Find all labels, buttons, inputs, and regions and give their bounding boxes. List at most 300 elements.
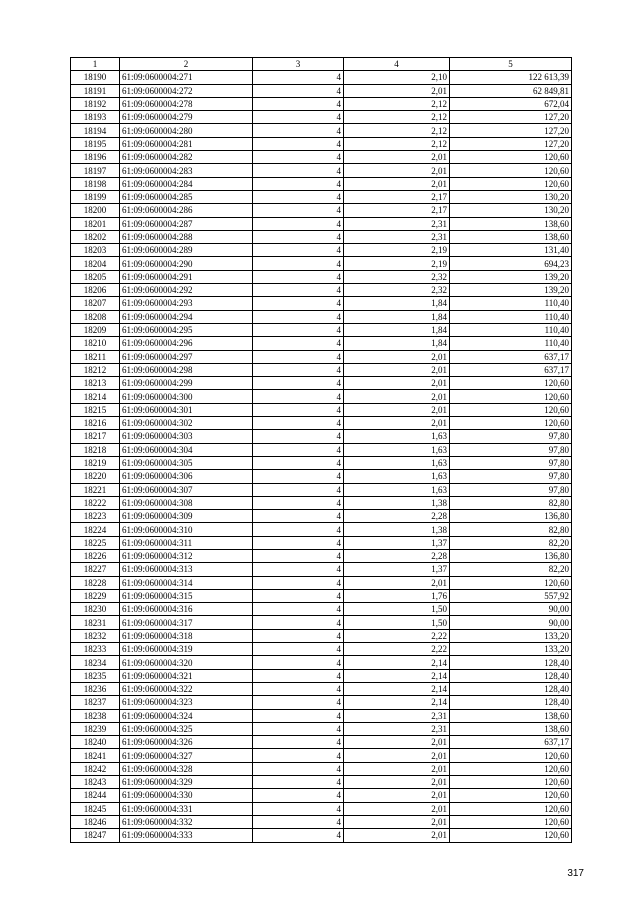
amount-cell: 97,80 [450,470,572,483]
amount-cell: 120,60 [450,829,572,842]
amount-cell: 120,60 [450,403,572,416]
row-number-cell: 18229 [71,589,120,602]
amount-cell: 133,20 [450,643,572,656]
ratio-cell: 2,01 [344,84,450,97]
code-cell: 4 [253,217,344,230]
row-number-cell: 18241 [71,749,120,762]
amount-cell: 82,20 [450,563,572,576]
code-cell: 4 [253,589,344,602]
row-number-cell: 18234 [71,656,120,669]
ratio-cell: 2,01 [344,390,450,403]
amount-cell: 120,60 [450,177,572,190]
ratio-cell: 2,01 [344,417,450,430]
table-row [71,616,572,629]
cadastral-number-cell: 61:09:0600004:325 [120,722,253,735]
cadastral-number-cell: 61:09:0600004:297 [120,350,253,363]
cadastral-number-cell: 61:09:0600004:298 [120,363,253,376]
code-cell: 4 [253,403,344,416]
code-cell: 4 [253,496,344,509]
table-row [71,337,572,350]
amount-cell: 110,40 [450,310,572,323]
ratio-cell: 2,10 [344,71,450,84]
table-row [71,363,572,376]
amount-cell: 110,40 [450,323,572,336]
amount-cell: 557,92 [450,589,572,602]
table-row [71,403,572,416]
ratio-cell: 1,63 [344,430,450,443]
table-row [71,789,572,802]
cadastral-number-cell: 61:09:0600004:301 [120,403,253,416]
table-row [71,177,572,190]
cadastral-number-cell: 61:09:0600004:291 [120,270,253,283]
code-cell: 4 [253,244,344,257]
cadastral-number-cell: 61:09:0600004:315 [120,589,253,602]
row-number-cell: 18231 [71,616,120,629]
ratio-cell: 2,12 [344,137,450,150]
row-number-cell: 18228 [71,576,120,589]
table-row [71,536,572,549]
amount-cell: 62 849,81 [450,84,572,97]
row-number-cell: 18201 [71,217,120,230]
table-row [71,323,572,336]
amount-cell: 128,40 [450,656,572,669]
ratio-cell: 2,12 [344,97,450,110]
row-number-cell: 18204 [71,257,120,270]
row-number-cell: 18216 [71,417,120,430]
code-cell: 4 [253,709,344,722]
page-number: 317 [567,868,584,879]
row-number-cell: 18200 [71,204,120,217]
amount-cell: 130,20 [450,204,572,217]
cadastral-number-cell: 61:09:0600004:310 [120,523,253,536]
column-header-3: 3 [253,58,344,71]
code-cell: 4 [253,576,344,589]
amount-cell: 120,60 [450,576,572,589]
code-cell: 4 [253,563,344,576]
amount-cell: 672,04 [450,97,572,110]
table-row [71,496,572,509]
cadastral-number-cell: 61:09:0600004:326 [120,736,253,749]
row-number-cell: 18205 [71,270,120,283]
row-number-cell: 18190 [71,71,120,84]
row-number-cell: 18193 [71,111,120,124]
row-number-cell: 18230 [71,603,120,616]
code-cell: 4 [253,270,344,283]
amount-cell: 110,40 [450,337,572,350]
amount-cell: 120,60 [450,776,572,789]
cadastral-number-cell: 61:09:0600004:272 [120,84,253,97]
amount-cell: 120,60 [450,417,572,430]
code-cell: 4 [253,616,344,629]
ratio-cell: 1,38 [344,523,450,536]
row-number-cell: 18202 [71,230,120,243]
code-cell: 4 [253,363,344,376]
code-cell: 4 [253,430,344,443]
code-cell: 4 [253,815,344,828]
ratio-cell: 2,31 [344,230,450,243]
ratio-cell: 2,17 [344,190,450,203]
code-cell: 4 [253,456,344,469]
table-row [71,190,572,203]
ratio-cell: 1,50 [344,616,450,629]
cadastral-number-cell: 61:09:0600004:296 [120,337,253,350]
table-row [71,164,572,177]
table-row [71,417,572,430]
cadastral-number-cell: 61:09:0600004:308 [120,496,253,509]
table-row [71,310,572,323]
cadastral-number-cell: 61:09:0600004:319 [120,643,253,656]
amount-cell: 120,60 [450,377,572,390]
row-number-cell: 18208 [71,310,120,323]
row-number-cell: 18246 [71,815,120,828]
ratio-cell: 1,63 [344,456,450,469]
row-number-cell: 18240 [71,736,120,749]
row-number-cell: 18197 [71,164,120,177]
table-row [71,230,572,243]
cadastral-number-cell: 61:09:0600004:329 [120,776,253,789]
row-number-cell: 18213 [71,377,120,390]
amount-cell: 97,80 [450,456,572,469]
table-row [71,204,572,217]
table-header [71,58,572,71]
ratio-cell: 2,14 [344,669,450,682]
cadastral-number-cell: 61:09:0600004:294 [120,310,253,323]
table-row [71,815,572,828]
cadastral-number-cell: 61:09:0600004:331 [120,802,253,815]
code-cell: 4 [253,736,344,749]
ratio-cell: 2,01 [344,164,450,177]
cadastral-number-cell: 61:09:0600004:318 [120,629,253,642]
row-number-cell: 18238 [71,709,120,722]
cadastral-number-cell: 61:09:0600004:281 [120,137,253,150]
amount-cell: 120,60 [450,802,572,815]
ratio-cell: 2,01 [344,815,450,828]
row-number-cell: 18239 [71,722,120,735]
row-number-cell: 18209 [71,323,120,336]
table-row [71,350,572,363]
row-number-cell: 18236 [71,682,120,695]
row-number-cell: 18199 [71,190,120,203]
amount-cell: 128,40 [450,682,572,695]
amount-cell: 128,40 [450,669,572,682]
code-cell: 4 [253,97,344,110]
table-row [71,71,572,84]
ratio-cell: 1,84 [344,323,450,336]
table-row [71,589,572,602]
cadastral-number-cell: 61:09:0600004:290 [120,257,253,270]
cadastral-number-cell: 61:09:0600004:295 [120,323,253,336]
amount-cell: 139,20 [450,270,572,283]
code-cell: 4 [253,523,344,536]
table-row [71,643,572,656]
row-number-cell: 18210 [71,337,120,350]
code-cell: 4 [253,802,344,815]
table-row [71,669,572,682]
code-cell: 4 [253,297,344,310]
row-number-cell: 18217 [71,430,120,443]
row-number-cell: 18206 [71,284,120,297]
table-row [71,111,572,124]
table-row [71,430,572,443]
table-row [71,124,572,137]
row-number-cell: 18219 [71,456,120,469]
code-cell: 4 [253,776,344,789]
amount-cell: 138,60 [450,709,572,722]
code-cell: 4 [253,749,344,762]
amount-cell: 138,60 [450,722,572,735]
cadastral-number-cell: 61:09:0600004:327 [120,749,253,762]
row-number-cell: 18196 [71,151,120,164]
code-cell: 4 [253,829,344,842]
table-row [71,576,572,589]
amount-cell: 128,40 [450,696,572,709]
code-cell: 4 [253,284,344,297]
amount-cell: 138,60 [450,217,572,230]
code-cell: 4 [253,629,344,642]
cadastral-number-cell: 61:09:0600004:322 [120,682,253,695]
code-cell: 4 [253,230,344,243]
row-number-cell: 18214 [71,390,120,403]
table-row [71,470,572,483]
table-row [71,390,572,403]
ratio-cell: 2,01 [344,736,450,749]
row-number-cell: 18237 [71,696,120,709]
row-number-cell: 18224 [71,523,120,536]
cadastral-number-cell: 61:09:0600004:303 [120,430,253,443]
row-number-cell: 18242 [71,762,120,775]
cadastral-number-cell: 61:09:0600004:278 [120,97,253,110]
cadastral-number-cell: 61:09:0600004:304 [120,443,253,456]
ratio-cell: 2,12 [344,111,450,124]
cadastral-number-cell: 61:09:0600004:321 [120,669,253,682]
ratio-cell: 1,76 [344,589,450,602]
amount-cell: 127,20 [450,137,572,150]
cadastral-number-cell: 61:09:0600004:286 [120,204,253,217]
table-row [71,217,572,230]
table-row [71,137,572,150]
cadastral-number-cell: 61:09:0600004:316 [120,603,253,616]
row-number-cell: 18195 [71,137,120,150]
row-number-cell: 18222 [71,496,120,509]
cadastral-number-cell: 61:09:0600004:289 [120,244,253,257]
amount-cell: 120,60 [450,789,572,802]
row-number-cell: 18194 [71,124,120,137]
code-cell: 4 [253,696,344,709]
ratio-cell: 2,01 [344,350,450,363]
column-header-1: 1 [71,58,120,71]
row-number-cell: 18223 [71,510,120,523]
table-row [71,762,572,775]
table-row [71,656,572,669]
cadastral-number-cell: 61:09:0600004:323 [120,696,253,709]
cadastral-number-cell: 61:09:0600004:302 [120,417,253,430]
amount-cell: 637,17 [450,736,572,749]
table-row [71,284,572,297]
ratio-cell: 2,32 [344,270,450,283]
table-row [71,97,572,110]
amount-cell: 97,80 [450,483,572,496]
table-row [71,709,572,722]
ratio-cell: 2,22 [344,643,450,656]
ratio-cell: 1,84 [344,297,450,310]
table-row [71,603,572,616]
amount-cell: 120,60 [450,762,572,775]
row-number-cell: 18198 [71,177,120,190]
amount-cell: 139,20 [450,284,572,297]
amount-cell: 82,20 [450,536,572,549]
ratio-cell: 1,37 [344,536,450,549]
cadastral-number-cell: 61:09:0600004:292 [120,284,253,297]
code-cell: 4 [253,337,344,350]
ratio-cell: 2,01 [344,789,450,802]
code-cell: 4 [253,323,344,336]
column-header-5: 5 [450,58,572,71]
code-cell: 4 [253,124,344,137]
amount-cell: 637,17 [450,350,572,363]
row-number-cell: 18232 [71,629,120,642]
cadastral-number-cell: 61:09:0600004:284 [120,177,253,190]
code-cell: 4 [253,390,344,403]
amount-cell: 82,80 [450,496,572,509]
ratio-cell: 2,01 [344,829,450,842]
code-cell: 4 [253,310,344,323]
ratio-cell: 2,01 [344,762,450,775]
amount-cell: 120,60 [450,815,572,828]
row-number-cell: 18207 [71,297,120,310]
code-cell: 4 [253,111,344,124]
code-cell: 4 [253,483,344,496]
row-number-cell: 18226 [71,549,120,562]
table-row [71,84,572,97]
table-row [71,483,572,496]
ratio-cell: 2,01 [344,151,450,164]
ratio-cell: 2,28 [344,549,450,562]
table-row [71,682,572,695]
cadastral-number-cell: 61:09:0600004:306 [120,470,253,483]
ratio-cell: 2,12 [344,124,450,137]
code-cell: 4 [253,643,344,656]
cadastral-number-cell: 61:09:0600004:332 [120,815,253,828]
table-row [71,377,572,390]
code-cell: 4 [253,190,344,203]
ratio-cell: 1,38 [344,496,450,509]
code-cell: 4 [253,204,344,217]
ratio-cell: 2,22 [344,629,450,642]
ratio-cell: 2,14 [344,696,450,709]
code-cell: 4 [253,789,344,802]
code-cell: 4 [253,84,344,97]
cadastral-number-cell: 61:09:0600004:330 [120,789,253,802]
amount-cell: 120,60 [450,749,572,762]
cadastral-number-cell: 61:09:0600004:311 [120,536,253,549]
cadastral-number-cell: 61:09:0600004:312 [120,549,253,562]
row-number-cell: 18221 [71,483,120,496]
cadastral-number-cell: 61:09:0600004:282 [120,151,253,164]
table-row [71,443,572,456]
code-cell: 4 [253,350,344,363]
code-cell: 4 [253,470,344,483]
amount-cell: 130,20 [450,190,572,203]
amount-cell: 127,20 [450,111,572,124]
ratio-cell: 1,63 [344,443,450,456]
amount-cell: 97,80 [450,443,572,456]
table-row [71,736,572,749]
cadastral-number-cell: 61:09:0600004:285 [120,190,253,203]
cadastral-number-cell: 61:09:0600004:309 [120,510,253,523]
code-cell: 4 [253,722,344,735]
ratio-cell: 2,31 [344,722,450,735]
row-number-cell: 18235 [71,669,120,682]
table-row [71,456,572,469]
code-cell: 4 [253,71,344,84]
ratio-cell: 2,31 [344,217,450,230]
amount-cell: 120,60 [450,164,572,177]
table-row [71,776,572,789]
amount-cell: 122 613,39 [450,71,572,84]
ratio-cell: 2,01 [344,403,450,416]
code-cell: 4 [253,417,344,430]
table-body [71,71,572,842]
amount-cell: 127,20 [450,124,572,137]
table-row [71,244,572,257]
cadastral-number-cell: 61:09:0600004:299 [120,377,253,390]
row-number-cell: 18192 [71,97,120,110]
row-number-cell: 18218 [71,443,120,456]
table-row [71,151,572,164]
amount-cell: 90,00 [450,603,572,616]
table-row [71,696,572,709]
cadastral-number-cell: 61:09:0600004:287 [120,217,253,230]
amount-cell: 120,60 [450,390,572,403]
ratio-cell: 2,19 [344,257,450,270]
ratio-cell: 1,63 [344,483,450,496]
code-cell: 4 [253,682,344,695]
cadastral-number-cell: 61:09:0600004:317 [120,616,253,629]
ratio-cell: 1,84 [344,310,450,323]
ratio-cell: 2,01 [344,363,450,376]
table-row [71,257,572,270]
cadastral-number-cell: 61:09:0600004:271 [120,71,253,84]
amount-cell: 136,80 [450,510,572,523]
amount-cell: 131,40 [450,244,572,257]
ratio-cell: 2,01 [344,177,450,190]
code-cell: 4 [253,510,344,523]
cadastral-number-cell: 61:09:0600004:293 [120,297,253,310]
cadastral-number-cell: 61:09:0600004:283 [120,164,253,177]
cadastral-number-cell: 61:09:0600004:320 [120,656,253,669]
ratio-cell: 2,01 [344,776,450,789]
cadastral-number-cell: 61:09:0600004:305 [120,456,253,469]
amount-cell: 120,60 [450,151,572,164]
amount-cell: 97,80 [450,430,572,443]
ratio-cell: 2,01 [344,749,450,762]
code-cell: 4 [253,151,344,164]
table-row [71,749,572,762]
cadastral-number-cell: 61:09:0600004:300 [120,390,253,403]
amount-cell: 138,60 [450,230,572,243]
header-row [71,58,572,71]
cadastral-number-cell: 61:09:0600004:324 [120,709,253,722]
table-row [71,829,572,842]
ratio-cell: 2,14 [344,656,450,669]
code-cell: 4 [253,549,344,562]
ratio-cell: 1,84 [344,337,450,350]
code-cell: 4 [253,603,344,616]
ratio-cell: 1,50 [344,603,450,616]
code-cell: 4 [253,669,344,682]
cadastral-number-cell: 61:09:0600004:313 [120,563,253,576]
ratio-cell: 2,17 [344,204,450,217]
